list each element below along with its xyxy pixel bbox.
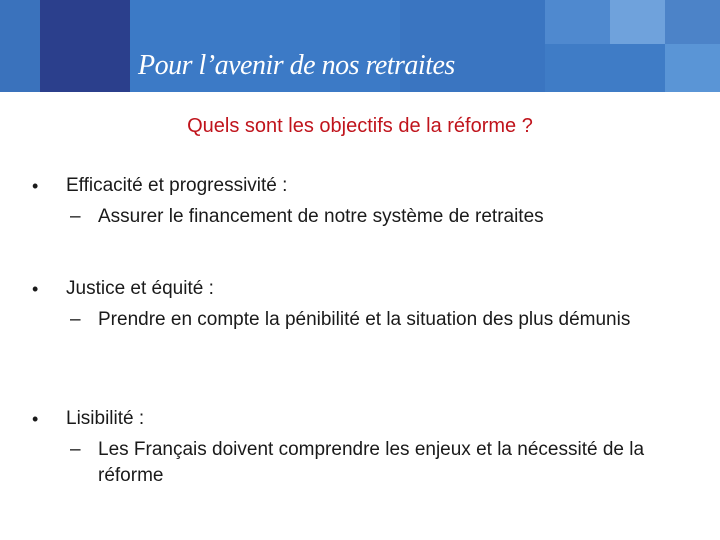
- banner-title: Pour l’avenir de nos retraites: [138, 50, 455, 81]
- sub-bullet-marker: –: [70, 439, 81, 460]
- slide-title: Quels sont les objectifs de la réforme ?: [187, 115, 533, 137]
- banner-tile: [610, 0, 665, 44]
- bullet-heading: Efficacité et progressivité :: [66, 175, 288, 196]
- sub-bullet-row: [70, 437, 690, 489]
- bullet-marker: •: [32, 409, 39, 429]
- sub-bullet-marker: –: [70, 206, 81, 227]
- sub-bullet-text: Assurer le financement de notre système de retraites: [98, 206, 544, 227]
- banner-tile: [545, 44, 665, 92]
- bullet-marker: •: [32, 176, 39, 196]
- banner-band-left: [0, 0, 40, 92]
- bullet-heading: Lisibilité :: [66, 408, 145, 429]
- bullet-item-efficacite: [30, 172, 690, 230]
- header-banner: [0, 0, 720, 92]
- sub-bullet-text: Les Français doivent comprendre les enjeux et la nécessité de la réforme: [98, 439, 645, 486]
- bullet-heading-row: [30, 275, 690, 303]
- banner-tile: [665, 0, 720, 44]
- bullet-item-lisibilite: [30, 405, 690, 489]
- sub-bullet-row: [70, 204, 690, 230]
- sub-bullet-text: Prendre en compte la pénibilité et la situation des plus démunis: [98, 309, 631, 330]
- sub-bullet-row: [70, 307, 690, 333]
- bullet-item-justice: [30, 275, 690, 333]
- sub-bullet-marker: –: [70, 309, 81, 330]
- bullet-heading-row: [30, 405, 690, 433]
- banner-tile: [665, 44, 720, 92]
- bullet-heading: Justice et équité :: [66, 278, 214, 299]
- banner-band-dark: [40, 0, 130, 92]
- bullet-marker: •: [32, 279, 39, 299]
- bullet-heading-row: [30, 172, 690, 200]
- banner-tile: [545, 0, 610, 44]
